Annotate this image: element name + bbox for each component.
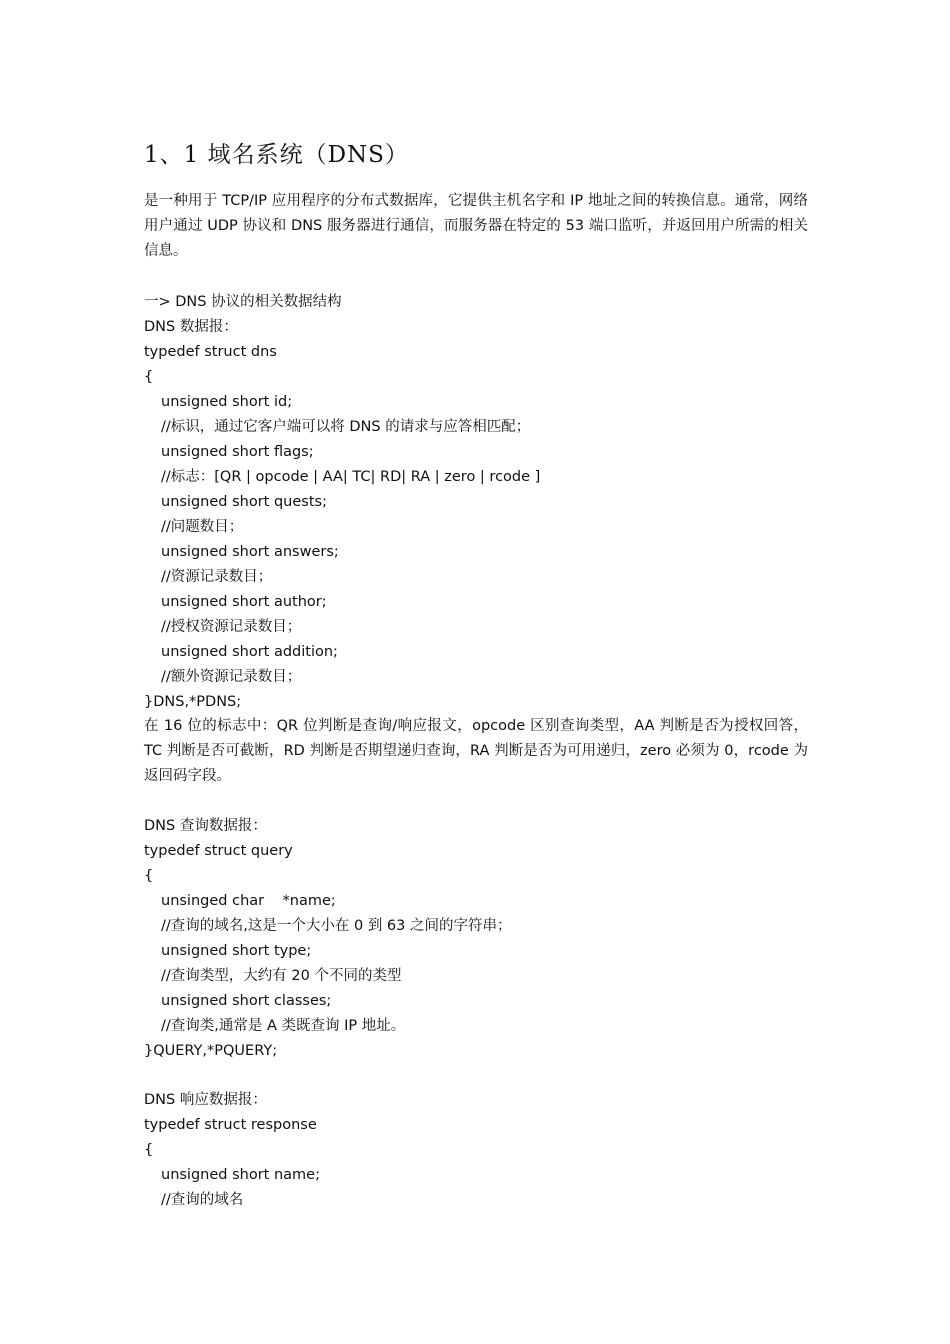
code-line: unsigned short classes; [161,993,332,1009]
section-heading: 1、1 域名系统（DNS） [144,142,409,168]
query-open-brace: { [144,868,154,884]
code-line: unsigned short flags; [161,444,314,460]
code-line: unsigned short addition; [161,644,338,660]
section-title: 一> DNS 协议的相关数据结构 [144,294,342,310]
code-comment: //授权资源记录数目； [161,619,302,635]
code-comment: //问题数目； [161,519,244,535]
response-typedef: typedef struct response [144,1117,317,1133]
flags-description: 在 16 位的标志中：QR 位判断是查询/响应报文，opcode 区别查询类型，AA 判断是否为授权回答，TC 判断是否可截断，RD 判断是否期望递归查询，RA 判断是否为可用递归，zero 必须为 0，rcode 为返回码字段。 [144,718,808,784]
code-line: unsigned short answers; [161,544,339,560]
query-label: DNS 查询数据报： [144,818,267,834]
query-typedef: typedef struct query [144,843,293,859]
dns-typedef: typedef struct dns [144,344,277,360]
code-line: unsigned short quests; [161,494,327,510]
code-comment: //额外资源记录数目； [161,669,302,685]
query-close-brace: }QUERY,*PQUERY; [144,1043,278,1059]
code-comment: //标识，通过它客户端可以将 DNS 的请求与应答相匹配； [161,419,531,435]
dns-open-brace: { [144,369,154,385]
code-comment: //标志：[QR | opcode | AA| TC| RD| RA | zero | rcode ] [161,469,541,485]
response-label: DNS 响应数据报： [144,1092,267,1108]
code-comment: //查询的域名 [161,1192,244,1208]
code-line: unsinged char *name; [161,893,336,909]
code-line: unsigned short type; [161,943,312,959]
code-line: unsigned short name; [161,1167,320,1183]
intro-paragraph: 是一种用于 TCP/IP 应用程序的分布式数据库，它提供主机名字和 IP 地址之间的转换信息。通常，网络用户通过 UDP 协议和 DNS 服务器进行通信，而服务器在特定的 53 端口监听，并返回用户所需的相关信息。 [144,193,808,259]
code-comment: //查询类,通常是 A 类既查询 IP 地址。 [161,1018,406,1034]
response-open-brace: { [144,1142,154,1158]
code-line: unsigned short author; [161,594,327,610]
code-comment: //查询类型，大约有 20 个不同的类型 [161,968,402,984]
code-comment: //资源记录数目； [161,569,273,585]
dns-label: DNS 数据报： [144,319,238,335]
dns-close-brace: }DNS,*PDNS; [144,694,242,710]
code-comment: //查询的域名,这是一个大小在 0 到 63 之间的字符串； [161,918,512,934]
code-line: unsigned short id; [161,394,293,410]
